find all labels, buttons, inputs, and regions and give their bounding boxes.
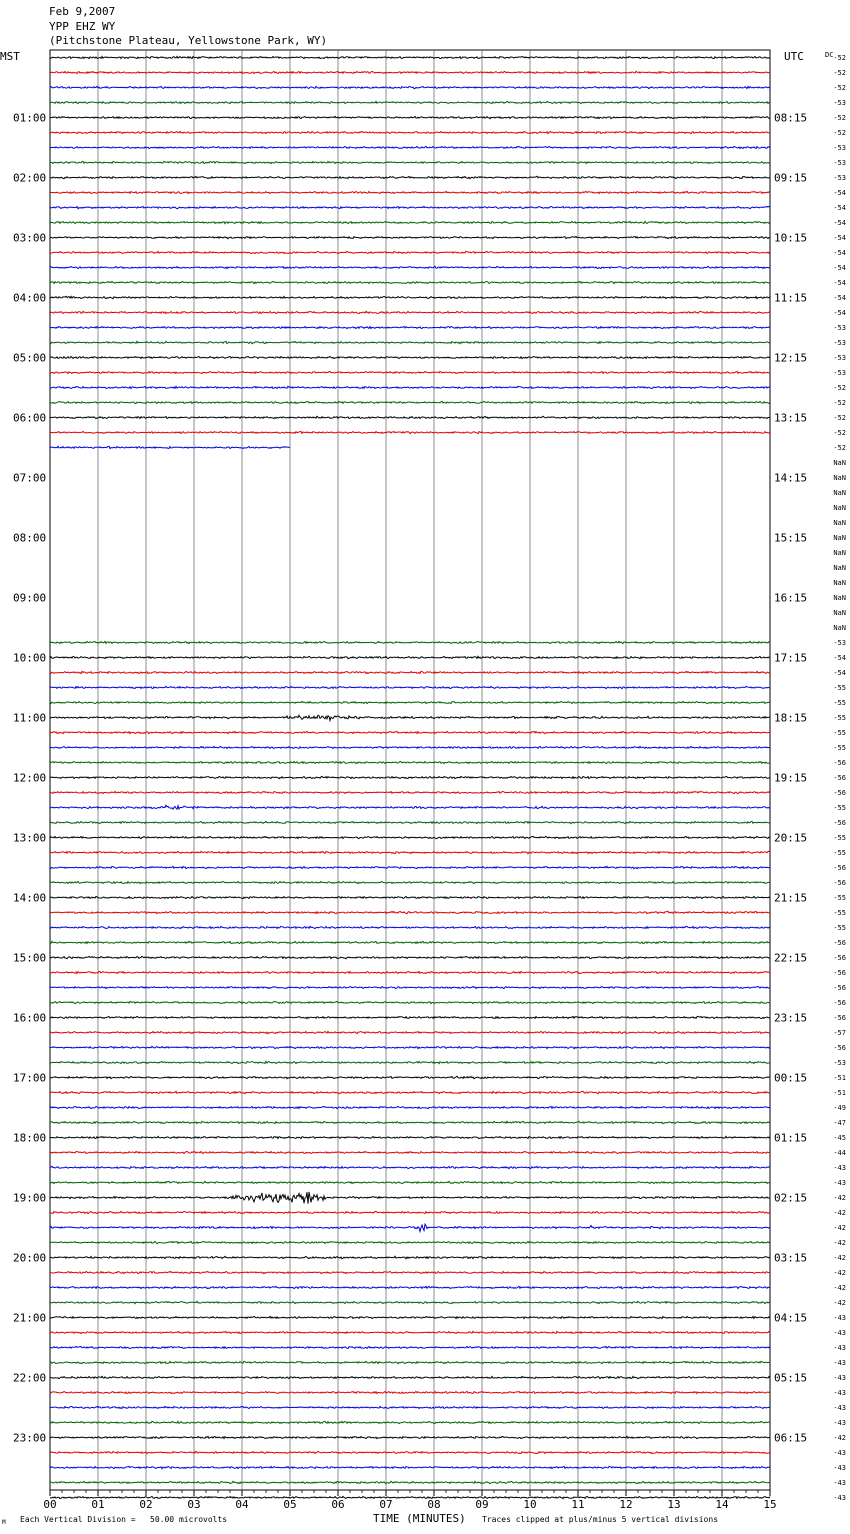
right-hour-label: 22:15	[774, 951, 808, 965]
right-hour-label: 16:15	[774, 591, 808, 605]
dc-offset-value: NaN	[833, 489, 846, 497]
dc-offset-value: -43	[833, 1164, 846, 1172]
left-hour-label: 09:00	[13, 591, 47, 605]
left-hour-label: 19:00	[13, 1191, 47, 1205]
dc-offset-value: -53	[833, 174, 846, 182]
dc-offset-value: -47	[833, 1119, 846, 1127]
dc-offset-value: -56	[833, 759, 846, 767]
seismic-trace	[50, 762, 770, 764]
dc-offset-value: -42	[833, 1284, 846, 1292]
dc-offset-value: -56	[833, 789, 846, 797]
seismic-trace	[50, 446, 290, 448]
seismic-trace	[50, 851, 770, 854]
seismic-trace	[50, 1121, 770, 1123]
seismic-trace	[50, 251, 770, 253]
footer-scale: Each Vertical Division = 50.00 microvolts	[20, 1515, 228, 1524]
seismic-trace	[50, 1436, 770, 1438]
dc-offset-value: -51	[833, 1089, 846, 1097]
footer-clip-note: Traces clipped at plus/minus 5 vertical divisions	[482, 1515, 719, 1524]
seismic-trace	[50, 401, 770, 403]
x-tick-label: 02	[139, 1498, 153, 1511]
seismic-trace	[50, 386, 770, 388]
dc-offset-value: -42	[833, 1224, 846, 1232]
dc-offset-value: -52	[833, 69, 846, 77]
dc-offset-value: -43	[833, 1179, 846, 1187]
dc-offset-value: -55	[833, 684, 846, 692]
seismic-trace	[50, 1076, 770, 1079]
seismic-trace	[50, 1181, 770, 1183]
seismic-trace	[50, 116, 770, 118]
dc-offset-value: -53	[833, 159, 846, 167]
seismic-trace	[50, 1376, 770, 1378]
header-date: Feb 9,2007	[49, 5, 116, 18]
seismic-traces	[50, 56, 770, 1498]
right-hour-label: 21:15	[774, 891, 808, 905]
left-hour-label: 11:00	[13, 711, 47, 725]
left-hour-label: 08:00	[13, 531, 47, 545]
seismic-trace	[50, 146, 770, 148]
seismic-trace	[50, 1331, 770, 1333]
left-hour-label: 22:00	[13, 1371, 47, 1385]
dc-offset-value: -43	[833, 1419, 846, 1427]
seismic-trace	[50, 715, 770, 720]
dc-offset-value: -42	[833, 1269, 846, 1277]
dc-offset-value: NaN	[833, 474, 846, 482]
dc-offset-value: -55	[833, 894, 846, 902]
dc-offset-value: -43	[833, 1404, 846, 1412]
dc-offset-value: -56	[833, 879, 846, 887]
x-tick-label: 14	[715, 1498, 729, 1511]
dc-offset-value: -52	[833, 384, 846, 392]
seismic-trace	[50, 431, 770, 433]
seismic-trace	[50, 1271, 770, 1273]
seismic-trace	[50, 656, 770, 658]
seismic-trace	[50, 1286, 770, 1288]
right-hour-label: 17:15	[774, 651, 808, 665]
dc-offset-value: -54	[833, 669, 846, 677]
left-hour-label: 04:00	[13, 291, 47, 305]
left-hour-label: 21:00	[13, 1311, 47, 1325]
dc-offset-value: -52	[833, 414, 846, 422]
dc-offset-value: -52	[833, 444, 846, 452]
seismic-trace	[50, 1061, 770, 1063]
right-hour-label: 20:15	[774, 831, 808, 845]
dc-offset-value: -42	[833, 1239, 846, 1247]
seismic-trace	[50, 926, 770, 928]
right-hour-label: 19:15	[774, 771, 808, 785]
left-hour-label: 15:00	[13, 951, 47, 965]
seismic-trace	[50, 236, 770, 238]
seismic-trace	[50, 191, 770, 193]
right-hour-label: 00:15	[774, 1071, 808, 1085]
dc-offset-value: NaN	[833, 624, 846, 632]
dc-offset-value: NaN	[833, 534, 846, 542]
seismic-trace	[50, 1421, 770, 1423]
right-hour-label: 13:15	[774, 411, 808, 425]
right-hour-label: 11:15	[774, 291, 808, 305]
x-tick-label: 06	[331, 1498, 345, 1511]
dc-offset-value: -44	[833, 1149, 846, 1157]
dc-offset-value: -43	[833, 1359, 846, 1367]
dc-offset-value: -43	[833, 1464, 846, 1472]
seismic-trace	[50, 131, 770, 133]
seismic-trace	[50, 1224, 770, 1231]
dc-offset-value: -53	[833, 1059, 846, 1067]
seismic-trace	[50, 896, 770, 898]
dc-offset-value: -42	[833, 1254, 846, 1262]
seismic-trace	[50, 1106, 770, 1108]
dc-offset-value: -54	[833, 249, 846, 257]
dc-offset-value: -43	[833, 1314, 846, 1322]
dc-offset-value: -52	[833, 129, 846, 137]
seismic-trace	[50, 971, 770, 973]
dc-offset-value: -43	[833, 1389, 846, 1397]
dc-offset-value: -52	[833, 54, 846, 62]
seismic-trace	[50, 1391, 770, 1393]
x-tick-label: 01	[91, 1498, 105, 1511]
footer-marker: M	[2, 1519, 6, 1526]
seismic-trace	[50, 1046, 770, 1048]
dc-offset-value: -55	[833, 729, 846, 737]
right-hour-label: 12:15	[774, 351, 808, 365]
seismic-trace	[50, 641, 770, 643]
footer-axis-title: TIME (MINUTES)	[373, 1512, 466, 1525]
left-hour-label: 03:00	[13, 231, 47, 245]
seismic-trace	[50, 221, 770, 223]
dc-offset-value: -52	[833, 84, 846, 92]
dc-offset-value: -54	[833, 189, 846, 197]
right-hour-label: 23:15	[774, 1011, 808, 1025]
seismic-trace	[50, 776, 770, 778]
dc-offset-value: -43	[833, 1329, 846, 1337]
left-hour-label: 23:00	[13, 1431, 47, 1445]
dc-offset-value: -55	[833, 744, 846, 752]
dc-offset-value: -42	[833, 1194, 846, 1202]
dc-offset-value: -54	[833, 279, 846, 287]
dc-offset-value: -54	[833, 219, 846, 227]
dc-offset-value: -56	[833, 999, 846, 1007]
x-tick-label: 10	[523, 1498, 537, 1511]
dc-offset-value: -43	[833, 1479, 846, 1487]
seismic-trace	[50, 746, 770, 748]
right-hour-label: 15:15	[774, 531, 808, 545]
seismic-trace	[50, 1466, 770, 1468]
dc-offset-value: -54	[833, 309, 846, 317]
right-hour-label: 02:15	[774, 1191, 808, 1205]
dc-offset-value: -54	[833, 204, 846, 212]
right-hour-label: 14:15	[774, 471, 808, 485]
seismic-trace	[50, 416, 770, 418]
seismic-trace	[50, 1316, 770, 1318]
dc-offset-value: NaN	[833, 519, 846, 527]
seismic-trace	[50, 356, 770, 358]
dc-header-label: DC	[825, 51, 834, 59]
dc-offset-value: -55	[833, 909, 846, 917]
dc-offset-value: NaN	[833, 564, 846, 572]
seismic-trace	[50, 176, 770, 178]
left-hour-label: 07:00	[13, 471, 47, 485]
seismic-trace	[50, 866, 770, 868]
seismic-trace	[50, 296, 770, 298]
dc-offset-value: NaN	[833, 609, 846, 617]
dc-offset-value: NaN	[833, 459, 846, 467]
dc-offset-value: -55	[833, 714, 846, 722]
seismic-trace	[50, 836, 770, 838]
right-hour-label: 18:15	[774, 711, 808, 725]
dc-offset-value: -42	[833, 1434, 846, 1442]
x-tick-label: 13	[667, 1498, 681, 1511]
dc-offset-value: -56	[833, 819, 846, 827]
left-hour-label: 14:00	[13, 891, 47, 905]
right-hour-label: 06:15	[774, 1431, 808, 1445]
dc-offset-value: -45	[833, 1134, 846, 1142]
dc-offset-value: -56	[833, 1014, 846, 1022]
dc-offset-value: -56	[833, 939, 846, 947]
seismic-trace	[50, 1166, 770, 1168]
dc-offset-value: -55	[833, 699, 846, 707]
dc-offset-value: NaN	[833, 579, 846, 587]
seismic-trace	[50, 371, 770, 373]
dc-offset-value: -52	[833, 429, 846, 437]
seismic-trace	[50, 1301, 770, 1303]
seismic-trace	[50, 86, 770, 88]
right-hour-label: 04:15	[774, 1311, 808, 1325]
dc-offset-value: -51	[833, 1074, 846, 1082]
dc-offset-value: -42	[833, 1299, 846, 1307]
x-tick-label: 04	[235, 1498, 249, 1511]
dc-offset-value: -55	[833, 849, 846, 857]
dc-offset-value: -56	[833, 984, 846, 992]
seismic-trace	[50, 1451, 770, 1453]
seismic-trace	[50, 1241, 770, 1243]
dc-offset-value: -55	[833, 804, 846, 812]
dc-offset-value: -43	[833, 1494, 846, 1502]
seismic-trace	[50, 1136, 770, 1138]
left-hour-label: 06:00	[13, 411, 47, 425]
left-hour-label: 12:00	[13, 771, 47, 785]
x-tick-label: 11	[571, 1498, 585, 1511]
seismic-trace	[50, 1151, 770, 1153]
seismic-trace	[50, 1016, 770, 1018]
dc-offset-value: -52	[833, 114, 846, 122]
left-hour-label: 10:00	[13, 651, 47, 665]
seismic-trace	[50, 941, 770, 943]
seismic-trace	[50, 986, 770, 988]
dc-offset-value: NaN	[833, 549, 846, 557]
dc-offset-value: -43	[833, 1374, 846, 1382]
dc-offset-value: NaN	[833, 504, 846, 512]
seismic-trace	[50, 326, 770, 328]
plot-frame	[50, 50, 770, 1490]
seismic-trace	[50, 311, 770, 313]
dc-offset-value: -53	[833, 339, 846, 347]
right-hour-label: 03:15	[774, 1251, 808, 1265]
left-hour-label: 05:00	[13, 351, 47, 365]
right-hour-label: 09:15	[774, 171, 808, 185]
left-hour-label: 18:00	[13, 1131, 47, 1145]
seismic-trace	[50, 1192, 770, 1204]
seismic-trace	[50, 341, 770, 343]
seismic-trace	[50, 1361, 770, 1363]
seismic-trace	[50, 1256, 770, 1258]
seismic-trace	[50, 266, 770, 268]
dc-offset-value: -54	[833, 264, 846, 272]
seismic-trace	[50, 671, 770, 673]
seismic-trace	[50, 731, 770, 733]
x-tick-label: 00	[43, 1498, 57, 1511]
dc-offset-value: -52	[833, 399, 846, 407]
axis-labels	[13, 51, 846, 1511]
dc-offset-value: -57	[833, 1029, 846, 1037]
dc-offset-value: -54	[833, 654, 846, 662]
seismic-trace	[50, 805, 770, 809]
right-timezone-label: UTC	[784, 50, 804, 63]
seismic-trace	[50, 71, 770, 73]
dc-offset-value: -53	[833, 144, 846, 152]
x-tick-label: 08	[427, 1498, 441, 1511]
right-hour-label: 01:15	[774, 1131, 808, 1145]
left-hour-label: 13:00	[13, 831, 47, 845]
seismic-trace	[50, 701, 770, 703]
dc-offset-value: -43	[833, 1449, 846, 1457]
x-tick-label: 15	[763, 1498, 777, 1511]
seismic-trace	[50, 101, 770, 103]
seismic-trace	[50, 791, 770, 793]
dc-offset-value: -56	[833, 1044, 846, 1052]
dc-offset-value: -54	[833, 234, 846, 242]
left-hour-label: 02:00	[13, 171, 47, 185]
right-hour-label: 08:15	[774, 111, 808, 125]
dc-offset-value: -53	[833, 639, 846, 647]
seismic-trace	[50, 911, 770, 913]
dc-offset-value: -49	[833, 1104, 846, 1112]
seismic-trace	[50, 1091, 770, 1093]
header-location: (Pitchstone Plateau, Yellowstone Park, WY)	[49, 34, 328, 47]
seismic-trace	[50, 282, 770, 284]
dc-offset-value: -55	[833, 834, 846, 842]
dc-offset-value: -53	[833, 369, 846, 377]
seismic-trace	[50, 1031, 770, 1033]
left-hour-label: 16:00	[13, 1011, 47, 1025]
seismic-trace	[50, 1211, 770, 1213]
seismic-trace	[50, 206, 770, 208]
dc-offset-value: -56	[833, 864, 846, 872]
dc-offset-value: -56	[833, 969, 846, 977]
x-tick-label: 12	[619, 1498, 633, 1511]
dc-offset-value: -53	[833, 99, 846, 107]
seismic-trace	[50, 1496, 770, 1498]
seismic-trace	[50, 1406, 770, 1408]
seismic-trace	[50, 56, 770, 58]
left-hour-label: 20:00	[13, 1251, 47, 1265]
seismic-trace	[50, 956, 770, 958]
seismic-trace	[50, 161, 770, 163]
dc-offset-value: NaN	[833, 594, 846, 602]
left-hour-label: 17:00	[13, 1071, 47, 1085]
dc-offset-value: -42	[833, 1209, 846, 1217]
dc-offset-value: -56	[833, 954, 846, 962]
seismic-trace	[50, 1481, 770, 1483]
header-station: YPP EHZ WY	[49, 20, 116, 33]
seismic-trace	[50, 882, 770, 884]
x-tick-label: 05	[283, 1498, 297, 1511]
dc-offset-value: -53	[833, 324, 846, 332]
left-hour-label: 01:00	[13, 111, 47, 125]
dc-offset-value: -56	[833, 774, 846, 782]
dc-offset-value: -43	[833, 1344, 846, 1352]
dc-offset-value: -55	[833, 924, 846, 932]
right-hour-label: 10:15	[774, 231, 808, 245]
seismic-trace	[50, 821, 770, 823]
seismic-trace	[50, 1001, 770, 1003]
left-timezone-label: MST	[0, 50, 20, 63]
seismic-trace	[50, 686, 770, 688]
x-tick-label: 09	[475, 1498, 489, 1511]
dc-offset-value: -53	[833, 354, 846, 362]
dc-offset-value: -54	[833, 294, 846, 302]
x-tick-label: 03	[187, 1498, 201, 1511]
right-hour-label: 05:15	[774, 1371, 808, 1385]
x-tick-label: 07	[379, 1498, 393, 1511]
seismic-trace	[50, 1346, 770, 1348]
